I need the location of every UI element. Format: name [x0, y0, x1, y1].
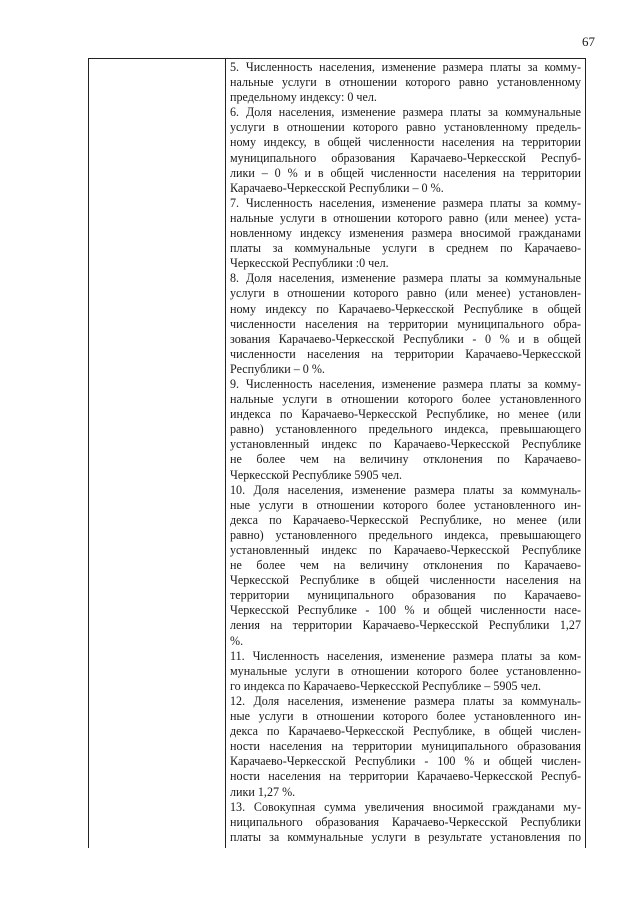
text-line: нальные услуги в отношении которого равно (или менее) уста-	[230, 210, 581, 225]
text-line: численности населения на территории муниципального обра-	[230, 316, 581, 331]
text-line: 6. Доля населения, изменение размера платы за коммунальные	[230, 105, 581, 120]
text-line: ные услуги в отношении которого более установленного ин-	[230, 709, 581, 724]
text-line: индекса по Карачаево-Черкесской Республике, но менее (или	[230, 407, 581, 422]
text-line: Карачаево-Черкесской Республики - 100 % и общей числен-	[230, 754, 581, 769]
text-line: 5. Численность населения, изменение размера платы за комму-	[230, 60, 581, 74]
text-line: равно) установленного предельного индекса, превышающего	[230, 527, 581, 542]
text-line: 11. Численность населения, изменение размера платы за ком-	[230, 648, 581, 663]
paragraph-item-13	[230, 800, 581, 845]
paragraph-item-10	[230, 483, 581, 649]
text-line: муниципального образования Карачаево-Черкесской Респуб-	[230, 150, 581, 165]
text-line: не более чем на величину отклонения по Карачаево-	[230, 452, 581, 467]
text-line: 8. Доля населения, изменение размера платы за коммунальные	[230, 271, 581, 286]
text-line: %.	[230, 633, 244, 648]
table-right-column	[226, 59, 585, 848]
text-line: Черкесской Республике в общей численности населения на	[230, 573, 581, 588]
paragraph-item-12	[230, 694, 581, 800]
text-line: услуги в отношении которого равно установленному предель-	[230, 120, 581, 135]
paragraph-item-7	[230, 196, 581, 271]
text-line: 9. Численность населения, изменение размера платы за комму-	[230, 376, 581, 391]
text-line: 13. Совокупная сумма увеличения вносимой гражданами му-	[230, 799, 581, 814]
text-line: Черкесской Республике - 100 % и общей численности насе-	[230, 603, 581, 618]
paragraph-item-8	[230, 271, 581, 377]
text-line: платы за коммунальные услуги в среднем по Карачаево-	[230, 241, 581, 256]
text-line: лики – 0 % и в общей численности населения на территории	[230, 165, 581, 180]
text-line: декса по Карачаево-Черкесской Республике, в общей числен-	[230, 724, 581, 739]
paragraph-item-5	[230, 60, 581, 105]
text-line: новленному индексу изменения размера вносимой гражданами	[230, 226, 581, 241]
text-line: лики 1,27 %.	[230, 784, 296, 799]
text-line: численности населения на территории Карачаево-Черкесской	[230, 346, 581, 361]
text-line: декса по Карачаево-Черкесской Республике, но менее (или	[230, 512, 581, 527]
text-line: 12. Доля населения, изменение размера платы за коммуналь-	[230, 693, 581, 708]
text-line: ности населения на территории Карачаево-Черкесской Респуб-	[230, 769, 581, 784]
paragraph-item-6	[230, 105, 581, 196]
document-table	[88, 58, 586, 848]
text-line: ности населения на территории муниципального образования	[230, 739, 581, 754]
text-line: Карачаево-Черкесской Республики – 0 %.	[230, 180, 444, 195]
text-line: мунальные услуги в отношении которого более установленно-	[230, 663, 581, 678]
text-line: ному индексу по Карачаево-Черкесской Республике в общей	[230, 301, 581, 316]
text-line: Черкесской Республике 5905 чел.	[230, 467, 403, 482]
text-line: равно) установленного предельного индекса, превышающего	[230, 422, 581, 437]
text-line: 10. Доля населения, изменение размера платы за коммуналь-	[230, 482, 581, 497]
text-line: предельному индексу: 0 чел.	[230, 90, 377, 105]
text-line: зования Карачаево-Черкесской Республики - 0 % и в общей	[230, 331, 581, 346]
page-number: 67	[582, 34, 595, 49]
text-line: ные услуги в отношении которого более установленного ин-	[230, 497, 581, 512]
text-line: территории муниципального образования по Карачаево-	[230, 588, 581, 603]
text-line: ниципального образования Карачаево-Черкесской Республики	[230, 814, 581, 829]
text-line: ления на территории Карачаево-Черкесской Республики 1,27	[230, 618, 581, 633]
text-line: ному индексу, в общей численности населения на территории	[230, 135, 581, 150]
text-line: установленный индекс по Карачаево-Черкесской Республике	[230, 437, 581, 452]
text-line: установленный индекс по Карачаево-Черкесской Республике	[230, 543, 581, 557]
text-line: нальные услуги в отношении которого более установленного	[230, 392, 581, 407]
paragraph-item-11	[230, 649, 581, 694]
text-line: Республики – 0 %.	[230, 361, 325, 376]
text-line: услуги в отношении которого равно (или менее) установлен-	[230, 286, 581, 301]
text-line: нальные услуги в отношении которого равно установленному	[230, 75, 581, 90]
table-left-column	[89, 59, 226, 848]
text-line: платы за коммунальные услуги в результате установления по	[230, 829, 581, 844]
text-line: Черкесской Республики :0 чел.	[230, 256, 389, 271]
paragraph-item-9	[230, 377, 581, 483]
text-line: го индекса по Карачаево-Черкесской Республике – 5905 чел.	[230, 678, 542, 693]
text-line: 7. Численность населения, изменение размера платы за комму-	[230, 195, 581, 210]
text-line: не более чем на величину отклонения по Карачаево-	[230, 558, 581, 573]
